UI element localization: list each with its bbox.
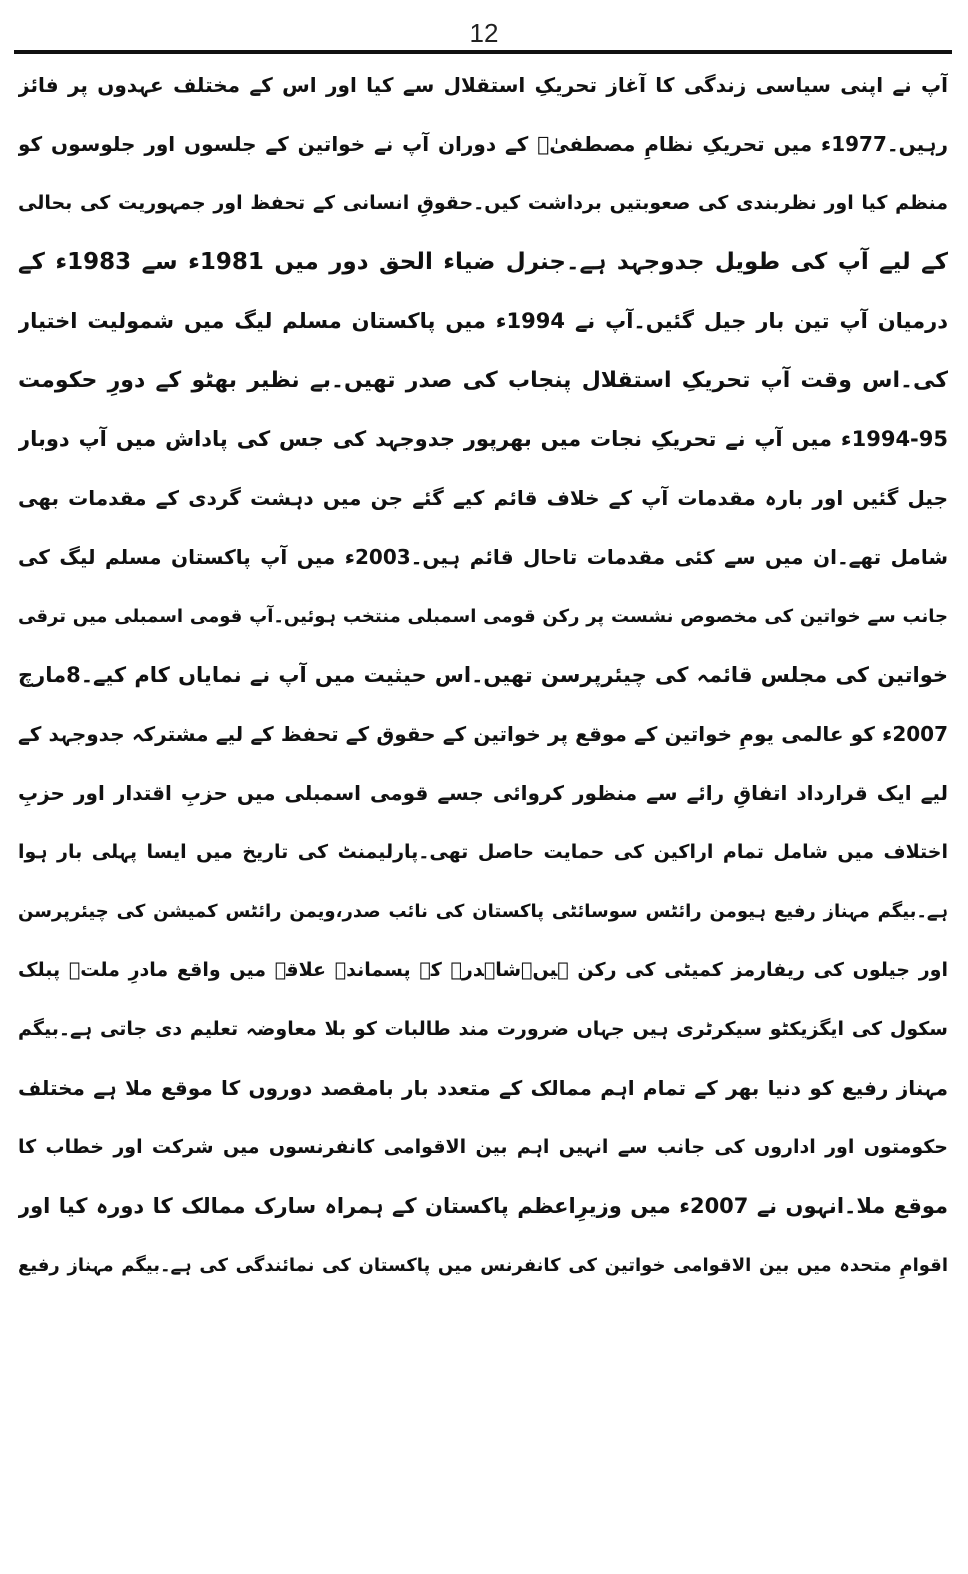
text-line: موقع ملا۔انہوں نے 2007ء میں وزیرِاعظم پاکستان کے ہمراہ سارک ممالک کا دورہ کیا اور [18,1194,948,1218]
text-line: کے لیے آپ کی طویل جدوجہد ہے۔جنرل ضیاء الحق دور میں 1981ء سے 1983ء کے [18,249,948,275]
body-text [18,56,948,1295]
text-line: ہے۔بیگم مہناز رفیع ہیومن رائٹس سوسائٹی پاکستان کی نائب صدر،ویمن رائٹس کمیشن کی چیئرپرسن [18,901,948,922]
text-line: کی۔اس وقت آپ تحریکِ استقلال پنجاب کی صدر تھیں۔بے نظیر بھٹو کے دورِ حکومت [18,368,948,393]
text-line: جانب سے خواتین کی مخصوص نشست پر رکن قومی اسمبلی منتخب ہوئیں۔آپ قومی اسمبلی میں ترقی [18,606,948,627]
text-line: خواتین کی مجلس قائمہ کی چیئرپرسن تھیں۔اس حیثیت میں آپ نے نمایاں کام کیے۔8مارچ [18,663,948,687]
text-line: 1994-95ء میں آپ نے تحریکِ نجات میں بھرپور جدوجہد کی جس کی پاداش میں آپ دوبار [18,427,948,451]
text-line: سکول کی ایگزیکٹو سیکرٹری ہیں جہاں ضرورت مند طالبات کو بلا معاوضہ تعلیم دی جاتی ہے۔بیگم [18,1018,948,1040]
text-line: شامل تھے۔ان میں سے کئی مقدمات تاحال قائم ہیں۔2003ء میں آپ پاکستان مسلم لیگ کی [18,545,948,569]
text-line: اور جیلوں کی ریفارمز کمیٹی کی رکن ہیں۔شاہدرہ کے پسماندہ علاقے میں واقع مادرِ ملتؒ پبلک [18,959,948,981]
text-line: مہناز رفیع کو دنیا بھر کے تمام اہم ممالک کے متعدد بار بامقصد دوروں کا موقع ملا ہے مختلف [18,1076,948,1100]
text-line: درمیان آپ تین بار جیل گئیں۔آپ نے 1994ء میں پاکستان مسلم لیگ میں شمولیت اختیار [18,309,948,333]
text-line: آپ نے اپنی سیاسی زندگی کا آغاز تحریکِ استقلال سے کیا اور اس کے مختلف عہدوں پر فائز [18,73,948,97]
text-line: اقوامِ متحدہ میں بین الاقوامی خواتین کی کانفرنس میں پاکستان کی نمائندگی کی ہے۔بیگم مہناز رفیع [18,1255,948,1276]
text-line: حکومتوں اور اداروں کی جانب سے انہیں اہم بین الاقوامی کانفرنسوں میں شرکت اور خطاب کا [18,1136,948,1158]
page-number: 12 [469,18,499,48]
text-line: منظم کیا اور نظربندی کی صعوبتیں برداشت کیں۔حقوقِ انسانی کے تحفظ اور جمہوریت کی بحالی [18,192,948,214]
text-line: 2007ء کو عالمی یومِ خواتین کے موقع پر خواتین کے حقوق کے تحفظ کے لیے مشترکہ جدوجہد کے [18,722,948,746]
text-line: لیے ایک قرارداد اتفاقِ رائے سے منظور کروائی جسے قومی اسمبلی میں حزبِ اقتدار اور حزبِ [18,781,948,805]
text-line: رہیں۔1977ء میں تحریکِ نظامِ مصطفیٰؐ کے دوران آپ نے خواتین کے جلسوں اور جلوسوں کو [18,132,948,156]
text-line: اختلاف میں شامل تمام اراکین کی حمایت حاصل تھی۔پارلیمنٹ کی تاریخ میں ایسا پہلی بار ہوا [18,841,948,863]
text-line: جیل گئیں اور بارہ مقدمات آپ کے خلاف قائم کیے گئے جن میں دہشت گردی کے مقدمات بھی [18,486,948,510]
header-rule [14,50,952,54]
